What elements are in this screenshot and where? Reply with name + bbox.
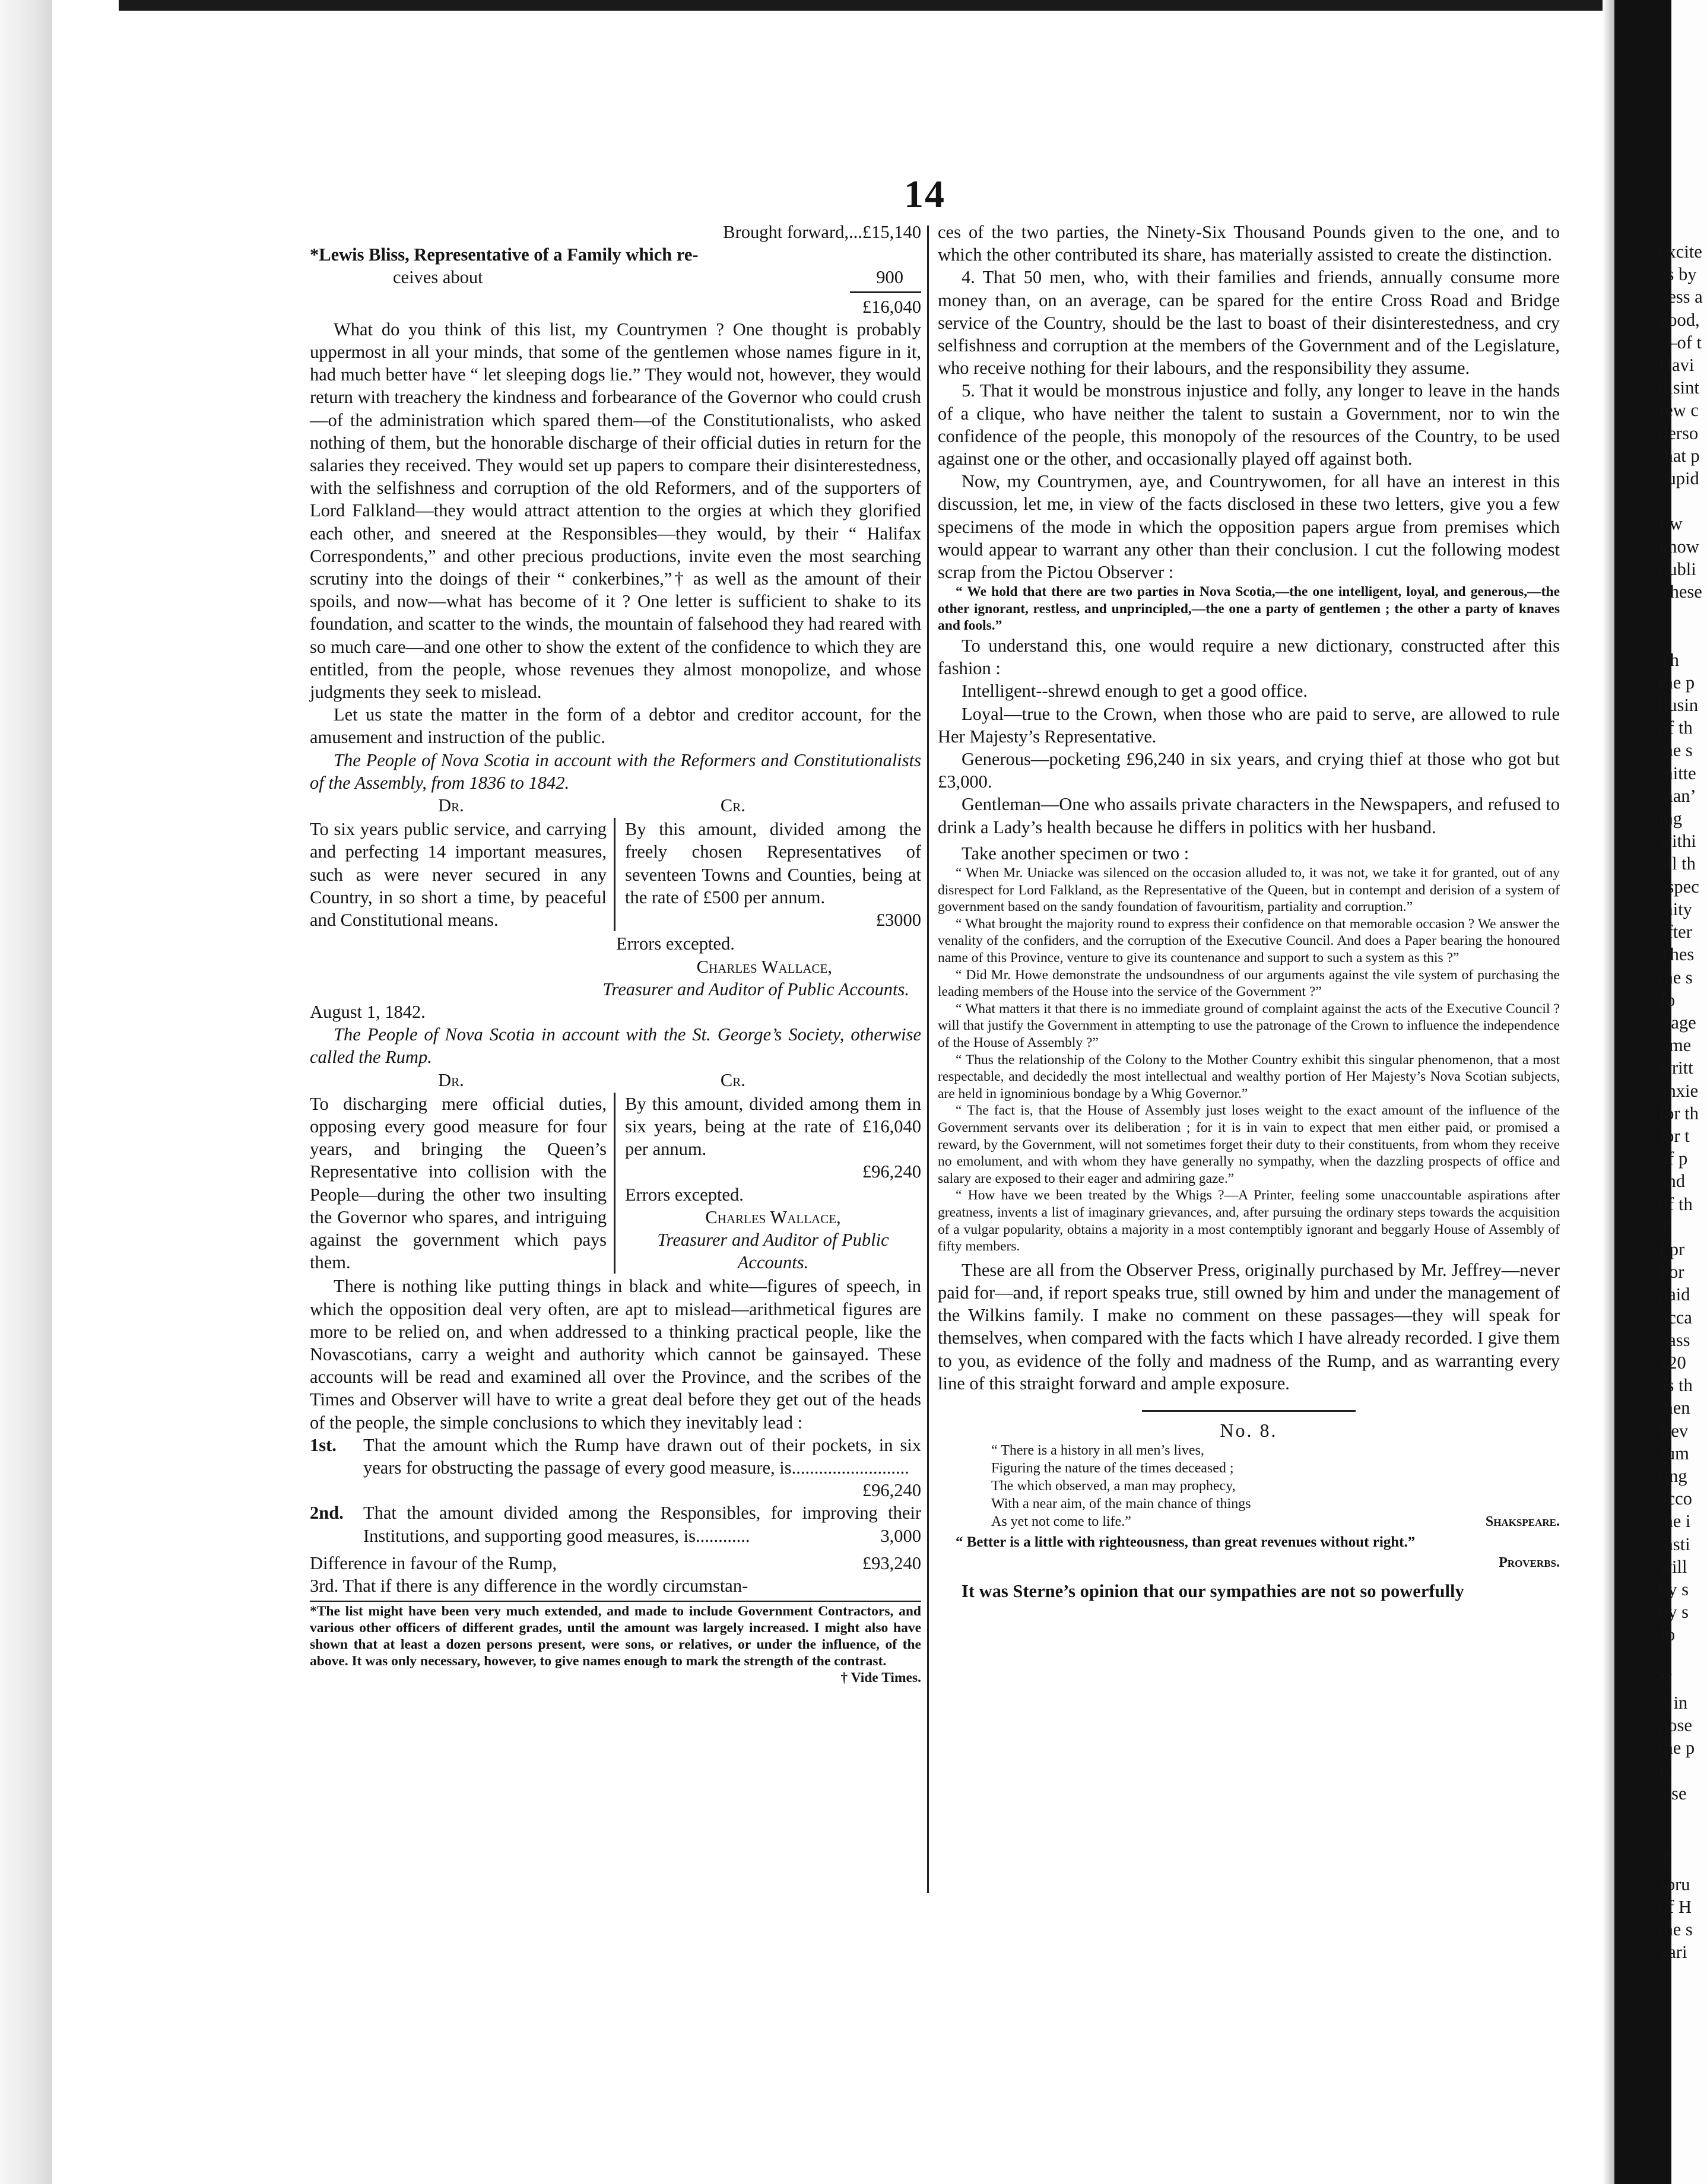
fragment-line: —of t xyxy=(1659,332,1702,353)
fragment-line: ting xyxy=(1659,1465,1687,1486)
brought-forward: Brought forward,...£15,140 xyxy=(723,222,921,242)
fragment-line: know xyxy=(1659,536,1699,557)
signatory-name-1: Charles Wallace, xyxy=(696,956,832,977)
fragment-line: of H xyxy=(1659,1896,1692,1917)
definition-generous: Generous—pocketing £96,240 in six years, and crying thief at those who got but £3,000. xyxy=(938,749,1560,792)
signatory-title-2: Treasurer and Auditor of Public Accounts. xyxy=(657,1229,889,1273)
fragment-line: it in xyxy=(1659,1693,1688,1713)
fragment-line: of th xyxy=(1659,1193,1693,1214)
poem-line: As yet not come to life.” xyxy=(991,1514,1131,1530)
fragment-line: the s xyxy=(1659,1919,1693,1940)
bliss-amount: 900 xyxy=(876,267,903,288)
quote-whigs: “ How have we been treated by the Whigs ?—A Printer, feeling some unaccountable aspirations after greatness, invents a list of imaginary grievances, and, after pursuing the ordinary steps towards the acquisition of a vulgar popularity, obtains a majority in a most contemptibly ignorant and beggarly House of Assembly of fifty members. xyxy=(938,1188,1560,1255)
fragment-line: vari xyxy=(1659,1942,1687,1963)
fragment-line xyxy=(1659,1805,1704,1827)
difference-label: Difference in favour of the Rump, xyxy=(310,1553,557,1573)
conclusion-1-num: 1st. xyxy=(310,1434,337,1455)
account2-ledger-head xyxy=(310,1069,921,1091)
definition-intelligent: Intelligent--shrewd enough to get a good office. xyxy=(962,681,1308,701)
account2-credit-col xyxy=(614,1093,921,1274)
left-column xyxy=(310,221,921,1686)
paragraph-dictionary: To understand this, one would require a new dictionary, constructed after this fashion : xyxy=(938,636,1560,679)
fragment-line: the s xyxy=(1659,967,1693,988)
fragment-line: For xyxy=(1659,1262,1684,1283)
fragment-line: the p xyxy=(1659,672,1695,693)
fragment-line: I w xyxy=(1659,513,1683,534)
account1-heading: The People of Nova Scotia in account with the Reformers and Constitutionalists of the Assembly, from 1836 to 1842. xyxy=(310,750,921,793)
quote-howe: “ Did Mr. Howe demonstrate the undsoundness of our arguments against the vile system of purchasing the leading members of the House into the service of the Government ?” xyxy=(938,967,1560,1000)
footnote: *The list might have been very much extended, and made to include Government Contractors, and various other officers of different grades, until the amount was largely increased. I might also have shown that at least a dozen persons present, were sons, or relatives, or under the influence, of the above. It was only necessary, however, to give names enough to mark the strength of the contrast. xyxy=(310,1604,921,1669)
quote-uniacke: “ When Mr. Uniacke was silenced on the occasion alluded to, it was not, we take it for granted, out of any disrespect for Lord Falkland, as the Representative of the Queen, but in contempt and derision of a system of government based on the sandy foundation of favouritism, partiality and corruption.” xyxy=(938,865,1560,915)
quote-pictou: “ We hold that there are two parties in Nova Scotia,—the one intelligent, loyal, and generous,—the other ignorant, restless, and unprincipled,—the one a party of gentlemen ; the other a party of knaves and fools.” xyxy=(938,584,1560,634)
paragraph-specimen: Take another specimen or two : xyxy=(962,843,1189,864)
bliss-row xyxy=(310,266,921,288)
fragment-line: T xyxy=(1659,1216,1670,1237)
fragment-line: for th xyxy=(1659,1103,1699,1123)
dr-label-2: Dr. xyxy=(438,1069,464,1090)
fragment-line xyxy=(1659,603,1704,626)
difference-row xyxy=(310,1552,921,1574)
fragment-line: few c xyxy=(1659,400,1699,421)
fragment-line: espec xyxy=(1659,876,1699,897)
account2-amount: £96,240 xyxy=(862,1161,921,1182)
account2-credit: By this amount, divided among them in six years, being at the rate of £16,040 per annum. xyxy=(625,1093,921,1160)
fragment-line: T xyxy=(1659,1851,1670,1872)
account-date: August 1, 1842. xyxy=(310,1001,426,1022)
epigraph-poem xyxy=(938,1442,1560,1531)
paragraph-countrymen: What do you think of this list, my Countrymen ? One thought is probably uppermost in all your minds, that some of the gentlemen whose names figure in it, had much better have “ let sleeping dogs lie.” They would not, however, they would return with treachery the kindness and forbearance of the Governor who could crush—of the administration which spared them—of the Constitutionalists, who asked nothing of them, but the honorable discharge of their official duties in return for the salaries they received. They would set up papers to compare their disinterestedness, with the selfishness and corruption of the old Reformers, and of the supporters of Lord Falkland—they would attract attention to the orgies at which they glorified each other, and sneered at the Responsibles—they would, by their “ Halifax Correspondents,” and other precious productions, invite even the most searching scrutiny into the doings of their “ conkerbines,”† as well as the amount of their spoils, and now—what has become of it ? One letter is sufficient to shake to its foundation, and scatter to the winds, the mountain of falsehood they had reared with so much care—and one other to show the extent of the confidence to which they are entitled, from the people, whose revenues they almost monopolize, and whose judgments they seek to mislead. xyxy=(310,319,921,703)
fragment-line: pass xyxy=(1659,1329,1690,1350)
conclusion-1-text xyxy=(363,1434,921,1502)
fragment-line xyxy=(1659,490,1704,512)
conclusion-2-amount: 3,000 xyxy=(880,1525,921,1546)
fragment-line: anxie xyxy=(1659,1080,1699,1101)
paragraph-debtor-creditor: Let us state the matter in the form of a debtor and creditor account, for the amusement and instruction of the public. xyxy=(310,704,921,748)
dr-label: Dr. xyxy=(438,795,464,816)
poem-last-row xyxy=(991,1513,1560,1531)
fragment-line: will xyxy=(1659,1556,1687,1577)
fragment-line: occa xyxy=(1659,1307,1692,1328)
fragment-line: then xyxy=(1659,1398,1690,1418)
middle-column xyxy=(938,221,1560,1602)
page-gutter-shadow xyxy=(1603,0,1614,2184)
account2-heading: The People of Nova Scotia in account with the St. George’s Society, otherwise called the Rump. xyxy=(310,1024,921,1068)
errors-excepted-1: Errors excepted. xyxy=(616,934,735,954)
next-page-fragment xyxy=(1659,240,1704,1963)
fragment-line: time xyxy=(1659,1035,1692,1056)
account2-ledger xyxy=(310,1093,921,1274)
fragment-line: as th xyxy=(1659,1375,1693,1396)
fragment-line: the p xyxy=(1659,1738,1695,1758)
fragment-line: by s xyxy=(1659,1579,1689,1599)
signatory-title-1: Treasurer and Auditor of Public Accounts. xyxy=(602,979,909,999)
fragment-line: cupid xyxy=(1659,468,1699,489)
fragment-line: ing xyxy=(1659,808,1682,829)
paragraph-black-white: There is nothing like putting things in black and white—figures of speech, in which the opposition deal very often, are apt to mislead—arithmetical figures are more to be relied on, and when addressed to a thinking practical people, like the Novascotians, carry a weight and authority which cannot be gainsayed. These accounts will be read and examined all over the Province, and the scribes of the Times and Observer will have to write a great deal before they get out of the heads of the people, the simple conclusions to which they inevitably lead : xyxy=(310,1276,921,1433)
fragment-line: Th xyxy=(1659,649,1679,670)
fragment-line: busin xyxy=(1659,695,1699,716)
fragment-line: after xyxy=(1659,922,1692,942)
fragment-line: pose xyxy=(1659,1715,1692,1736)
fragment-line: all th xyxy=(1659,853,1696,874)
fragment-line: that p xyxy=(1659,445,1700,466)
conclusion-1 xyxy=(310,1434,921,1502)
fragment-line: L xyxy=(1659,1760,1670,1781)
quote-executive: “ What matters it that there is no immediate ground of complaint against the acts of the Executive Council ? will that justify the Government in attempting to use the patronage of the Crown to influence the independence of the House of Assembly ?” xyxy=(938,1001,1560,1050)
poem-line: Figuring the nature of the times deceased ; xyxy=(991,1461,1234,1477)
fragment-line xyxy=(1659,1646,1704,1669)
quote-colony: “ Thus the relationship of the Colony to the Mother Country exhibit this singular phenomenon, that a most respectable, and decidedly the most intellectual and wealthy portion of Her Majesty’s Nova Scotian subjects, are held in ignominious bondage by a Whig Governor.” xyxy=(938,1052,1560,1101)
fragment-line: writt xyxy=(1659,1058,1693,1078)
column-divider xyxy=(927,226,929,1893)
page-left-margin xyxy=(0,0,52,2184)
fragment-line: £20 xyxy=(1659,1352,1686,1373)
point-5: 5. That it would be monstrous injustice and folly, any longer to leave in the hands of a clique, who have neither the talent to sustain a Government, nor to win the confidence of the people, this monopoly of the resources of the Country, to be used against one or the other, and occasionally played off against both. xyxy=(938,380,1560,469)
fragment-line: as by xyxy=(1659,264,1697,285)
account1-ledger-head xyxy=(310,794,921,817)
fragment-line xyxy=(1659,626,1704,648)
fragment-lines xyxy=(1659,240,1704,1963)
fragment-line: acco xyxy=(1659,1488,1692,1509)
account1-ledger xyxy=(310,818,921,931)
fragment-line: insti xyxy=(1659,1534,1690,1554)
fragment-line: Rev xyxy=(1659,1420,1689,1441)
fragment-line: disint xyxy=(1659,377,1699,398)
conclusion-3: 3rd. That if there is any difference in the wordly circumstan- xyxy=(310,1575,748,1596)
poem-line: “ There is a history in all men’s lives, xyxy=(991,1443,1204,1459)
point-4: 4. That 50 men, who, with their families and friends, annually consume more money than, on an average, can be spared for the entire Cross Road and Bridge service of the Country, should be the last to boast of their disinterestedness, and cry selfishness and corruption at the members of the Government and of the Legislature, who receive nothing for their labours, and the responsibility they assume. xyxy=(938,267,1560,379)
footnote-rule xyxy=(310,1601,921,1602)
definition-gentleman: Gentleman—One who assails private characters in the Newspapers, and refused to drink a Lady’s health because he differs in politics with her husband. xyxy=(938,794,1560,837)
sterne-line: It was Sterne’s opinion that our sympathies are not so powerfully xyxy=(962,1580,1464,1601)
quote-majority: “ What brought the majority round to express their confidence on that memorable occasion ? We answer the venality of the confiders, and the corruption of the Executive Council. And does a Paper bearing the honoured name of this Province, venture to give its countenance and support to such a system as this ?” xyxy=(938,916,1560,966)
conclusion-1-amount: £96,240 xyxy=(862,1480,921,1501)
conclusion-1-body: That the amount which the Rump have drawn out of their pockets, in six years for obstructing the passage of every good measure, is.......................... xyxy=(363,1434,921,1478)
conclusion-2-num: 2nd. xyxy=(310,1503,344,1523)
scan-top-edge xyxy=(119,0,1614,11)
fragment-line: These xyxy=(1659,582,1702,602)
section-rule xyxy=(1142,1410,1356,1412)
fragment-line xyxy=(1659,1827,1704,1850)
conclusion-2 xyxy=(310,1502,921,1547)
fragment-line: Jo xyxy=(1659,1624,1676,1645)
quote-assembly: “ The fact is, that the House of Assembly just loses weight to the exact amount of the influence of the Government servants over its deliberation ; for it is in vain to expect that men either paid, or promised a reward, by the Government, will not sometimes forget their duty to their constituents, from whom they receive no emolument, and with whom they have generally no sympathy, when the dazzling prospects of office and salary are exposed to their eager and admiring gaze.” xyxy=(938,1103,1560,1186)
paragraph-circumstances: ces of the two parties, the Ninety-Six Thousand Pounds given to the one, and to which the other contributed its share, has materially assisted to create the distinction. xyxy=(938,222,1560,265)
poem-attribution: Shakspeare. xyxy=(1485,1514,1560,1530)
fragment-line: mity xyxy=(1659,899,1692,919)
paragraph-countrywomen: Now, my Countrymen, aye, and Countrywomen, for all have an interest in this discussion, let me, in view of the facts disclosed in these two letters, give you a few specimens of the mode in which the opposition papers argue from premises which would appear to warrant any other than their conclusion. I cut the following modest scrap from the Pictou Observer : xyxy=(938,471,1560,583)
difference-amount: £93,240 xyxy=(862,1553,921,1573)
account1-amount: £3000 xyxy=(875,910,921,931)
bliss-line: *Lewis Bliss, Representative of a Family which re- xyxy=(310,245,699,265)
fragment-line: spru xyxy=(1659,1874,1690,1894)
fragment-line: Jo xyxy=(1659,989,1676,1010)
page-number: 14 xyxy=(904,173,945,216)
conclusion-2-text xyxy=(363,1502,921,1547)
proverb-attribution: Proverbs. xyxy=(1499,1554,1560,1570)
poem-line: With a near aim, of the main chance of things xyxy=(991,1496,1251,1512)
fragment-line: N xyxy=(1659,1669,1673,1690)
fragment-line: of p xyxy=(1659,1148,1688,1169)
bliss-cont: ceives about xyxy=(393,267,483,288)
running-total: £16,040 xyxy=(862,296,921,317)
fragment-line: for t xyxy=(1659,1125,1690,1146)
fragment-line: Havi xyxy=(1659,355,1695,376)
section-title: No. 8. xyxy=(1220,1419,1278,1441)
fragment-line: sum xyxy=(1659,1443,1689,1464)
errors-excepted-2: Errors excepted. xyxy=(625,1184,744,1205)
fragment-line: good, xyxy=(1659,309,1700,330)
fragment-line: a se xyxy=(1659,1783,1687,1804)
fragment-line: publi xyxy=(1659,558,1696,579)
definition-loyal: Loyal—true to the Crown, when those who are paid to serve, are allowed to rule Her Majesty’s Representative. xyxy=(938,703,1560,747)
fragment-line: paid xyxy=(1659,1284,1690,1305)
fragment-line: excite xyxy=(1659,242,1702,262)
paragraph-observer-press: These are all from the Observer Press, originally purchased by Mr. Jeffrey—never paid for—and, if report speaks true, still owned by him and under the management of the Wilkins family. I make no comment on these passages—they will speak for themselves, when compared with the facts which I have already recorded. I give them to you, as evidence of the folly and madness of the Rump, and as warranting every line of this straight forward and ample exposure. xyxy=(938,1259,1560,1393)
fragment-line: of th xyxy=(1659,718,1693,738)
fragment-line: and xyxy=(1659,1171,1686,1192)
account1-debit: To six years public service, and carrying and perfecting 14 important measures, such as were never secured in any Country, in so short a time, by peaceful and Constitutional means. xyxy=(310,819,607,931)
fragment-line: man’ xyxy=(1659,785,1696,806)
fragment-line: stage xyxy=(1659,1012,1696,1033)
fragment-line: by s xyxy=(1659,1602,1689,1623)
proverb-quote: “ Better is a little with righteousness, than great revenues without right.” xyxy=(956,1534,1416,1551)
fragment-line: Thes xyxy=(1659,944,1695,965)
account1-credit: By this amount, divided among the freely chosen Representatives of seventeen Towns and Counties, being at the rate of £500 per annum. xyxy=(625,819,921,907)
fragment-line: the s xyxy=(1659,740,1693,761)
account1-credit-col xyxy=(614,818,921,931)
fragment-line: perso xyxy=(1659,423,1699,443)
cr-label: Cr. xyxy=(720,795,745,816)
account2-debit: To discharging mere official duties, opposing every good measure for four years, and bringing the Queen’s Representative into collision with the People—during the other two insulting the Governor who spares, and intriguing against the government which pays them. xyxy=(310,1093,607,1273)
signatory-name-2: Charles Wallace, xyxy=(705,1207,841,1227)
sum-rule xyxy=(850,291,921,293)
footnote-dagger: † Vide Times. xyxy=(840,1670,921,1686)
fragment-line: withi xyxy=(1659,831,1696,852)
fragment-line: I pr xyxy=(1659,1239,1685,1259)
fragment-line: ness a xyxy=(1659,287,1703,307)
cr-label-2: Cr. xyxy=(720,1069,745,1090)
poem-line: The which observed, a man may prophecy, xyxy=(991,1478,1236,1494)
fragment-line: mitte xyxy=(1659,763,1696,783)
conclusion-2-body: That the amount divided among the Responsibles, for improving their Institutions, and supporting good measures, is............ xyxy=(363,1503,921,1546)
fragment-line: the i xyxy=(1659,1511,1691,1532)
